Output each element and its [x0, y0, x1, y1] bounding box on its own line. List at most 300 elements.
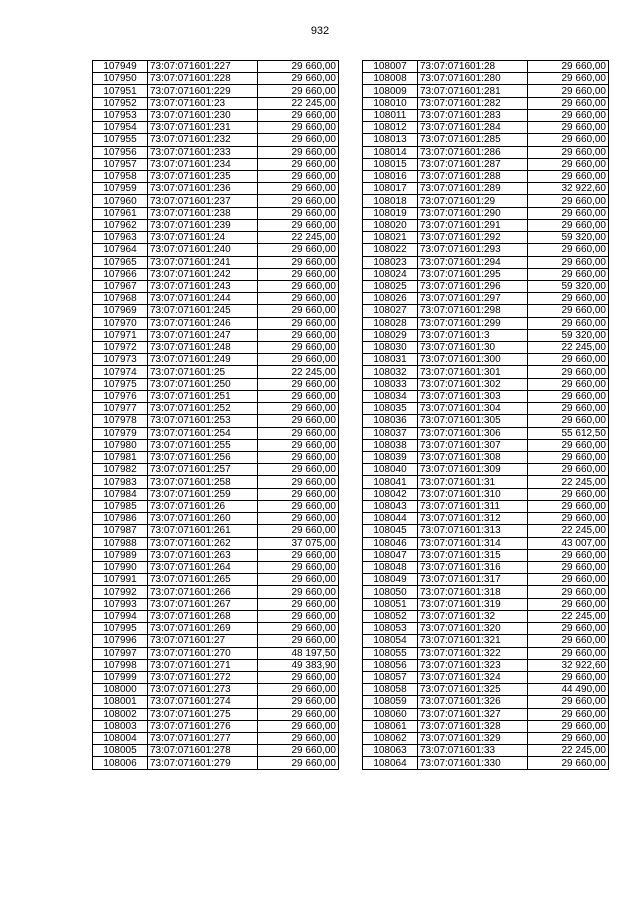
- cadastral-value: 29 660,00: [528, 452, 609, 464]
- row-number: 107999: [93, 671, 148, 683]
- table-row: [93, 708, 339, 720]
- row-number: 107952: [93, 97, 148, 109]
- table-row: [363, 525, 609, 537]
- cadastral-number: 73:07:071601:25: [148, 366, 258, 378]
- table-row: [363, 256, 609, 268]
- table-row: [363, 610, 609, 622]
- cadastral-number: 73:07:071601:298: [418, 305, 528, 317]
- cadastral-value: 29 660,00: [528, 219, 609, 231]
- row-number: 108035: [363, 403, 418, 415]
- cadastral-number: 73:07:071601:291: [418, 219, 528, 231]
- table-row: [363, 452, 609, 464]
- table-row: [363, 647, 609, 659]
- row-number: 107988: [93, 537, 148, 549]
- cadastral-number: 73:07:071601:231: [148, 122, 258, 134]
- cadastral-number: 73:07:071601:242: [148, 268, 258, 280]
- cadastral-value: 29 660,00: [258, 73, 339, 85]
- row-number: 108032: [363, 366, 418, 378]
- row-number: 107970: [93, 317, 148, 329]
- cadastral-value: 29 660,00: [258, 256, 339, 268]
- row-number: 108000: [93, 684, 148, 696]
- row-number: 108053: [363, 623, 418, 635]
- cadastral-number: 73:07:071601:262: [148, 537, 258, 549]
- table-row: [93, 317, 339, 329]
- table-row: [363, 598, 609, 610]
- table-row: [93, 183, 339, 195]
- cadastral-value: 29 660,00: [258, 415, 339, 427]
- cadastral-value: 29 660,00: [528, 122, 609, 134]
- cadastral-number: 73:07:071601:251: [148, 390, 258, 402]
- table-row: [93, 73, 339, 85]
- row-number: 107995: [93, 623, 148, 635]
- row-number: 108030: [363, 342, 418, 354]
- row-number: 108027: [363, 305, 418, 317]
- table-row: [93, 280, 339, 292]
- row-number: 107983: [93, 476, 148, 488]
- cadastral-number: 73:07:071601:29: [418, 195, 528, 207]
- table-row: [93, 586, 339, 598]
- table-row: [363, 745, 609, 757]
- table-row: [363, 195, 609, 207]
- row-number: 108009: [363, 85, 418, 97]
- cadastral-number: 73:07:071601:276: [148, 720, 258, 732]
- cadastral-number: 73:07:071601:300: [418, 354, 528, 366]
- cadastral-value: 29 660,00: [258, 488, 339, 500]
- cadastral-value: 29 660,00: [258, 561, 339, 573]
- table-row: [93, 610, 339, 622]
- cadastral-value: 29 660,00: [528, 720, 609, 732]
- right-register-table: [362, 60, 609, 770]
- cadastral-value: 29 660,00: [528, 586, 609, 598]
- row-number: 107984: [93, 488, 148, 500]
- table-row: [93, 390, 339, 402]
- table-row: [93, 427, 339, 439]
- cadastral-number: 73:07:071601:313: [418, 525, 528, 537]
- row-number: 108018: [363, 195, 418, 207]
- row-number: 108063: [363, 745, 418, 757]
- table-row: [363, 684, 609, 696]
- row-number: 107985: [93, 500, 148, 512]
- table-row: [93, 647, 339, 659]
- cadastral-number: 73:07:071601:266: [148, 586, 258, 598]
- row-number: 108021: [363, 232, 418, 244]
- cadastral-number: 73:07:071601:263: [148, 549, 258, 561]
- cadastral-number: 73:07:071601:277: [148, 733, 258, 745]
- row-number: 108020: [363, 219, 418, 231]
- cadastral-value: 29 660,00: [528, 317, 609, 329]
- row-number: 108015: [363, 158, 418, 170]
- left-table-body: [93, 61, 339, 770]
- table-row: [93, 671, 339, 683]
- cadastral-number: 73:07:071601:325: [418, 684, 528, 696]
- row-number: 107996: [93, 635, 148, 647]
- cadastral-value: 29 660,00: [258, 378, 339, 390]
- cadastral-value: 29 660,00: [528, 305, 609, 317]
- row-number: 107960: [93, 195, 148, 207]
- cadastral-number: 73:07:071601:236: [148, 183, 258, 195]
- table-row: [363, 390, 609, 402]
- row-number: 108025: [363, 280, 418, 292]
- row-number: 108023: [363, 256, 418, 268]
- cadastral-number: 73:07:071601:245: [148, 305, 258, 317]
- table-row: [363, 232, 609, 244]
- row-number: 107962: [93, 219, 148, 231]
- table-row: [93, 525, 339, 537]
- table-row: [93, 134, 339, 146]
- cadastral-value: 48 197,50: [258, 647, 339, 659]
- cadastral-value: 29 660,00: [258, 696, 339, 708]
- row-number: 108034: [363, 390, 418, 402]
- cadastral-value: 29 660,00: [258, 598, 339, 610]
- cadastral-value: 22 245,00: [258, 366, 339, 378]
- cadastral-number: 73:07:071601:304: [418, 403, 528, 415]
- row-number: 107964: [93, 244, 148, 256]
- row-number: 107976: [93, 390, 148, 402]
- row-number: 107959: [93, 183, 148, 195]
- cadastral-number: 73:07:071601:319: [418, 598, 528, 610]
- cadastral-value: 29 660,00: [528, 207, 609, 219]
- row-number: 108013: [363, 134, 418, 146]
- cadastral-value: 29 660,00: [258, 513, 339, 525]
- row-number: 107966: [93, 268, 148, 280]
- cadastral-value: 29 660,00: [528, 268, 609, 280]
- cadastral-number: 73:07:071601:310: [418, 488, 528, 500]
- cadastral-number: 73:07:071601:324: [418, 671, 528, 683]
- row-number: 108057: [363, 671, 418, 683]
- left-register-table: [92, 60, 339, 770]
- cadastral-number: 73:07:071601:258: [148, 476, 258, 488]
- cadastral-value: 29 660,00: [258, 745, 339, 757]
- table-row: [93, 684, 339, 696]
- cadastral-number: 73:07:071601:228: [148, 73, 258, 85]
- row-number: 107957: [93, 158, 148, 170]
- row-number: 107969: [93, 305, 148, 317]
- row-number: 108004: [93, 733, 148, 745]
- cadastral-number: 73:07:071601:314: [418, 537, 528, 549]
- cadastral-number: 73:07:071601:232: [148, 134, 258, 146]
- row-number: 107972: [93, 342, 148, 354]
- cadastral-number: 73:07:071601:254: [148, 427, 258, 439]
- cadastral-number: 73:07:071601:274: [148, 696, 258, 708]
- table-row: [363, 354, 609, 366]
- row-number: 108046: [363, 537, 418, 549]
- cadastral-number: 73:07:071601:257: [148, 464, 258, 476]
- cadastral-value: 29 660,00: [258, 268, 339, 280]
- cadastral-number: 73:07:071601:289: [418, 183, 528, 195]
- cadastral-value: 22 245,00: [528, 476, 609, 488]
- row-number: 108050: [363, 586, 418, 598]
- cadastral-value: 32 922,60: [528, 659, 609, 671]
- table-row: [363, 403, 609, 415]
- cadastral-number: 73:07:071601:282: [418, 97, 528, 109]
- row-number: 108054: [363, 635, 418, 647]
- cadastral-value: 22 245,00: [528, 610, 609, 622]
- cadastral-value: 29 660,00: [528, 97, 609, 109]
- row-number: 108043: [363, 500, 418, 512]
- table-row: [93, 439, 339, 451]
- cadastral-number: 73:07:071601:294: [418, 256, 528, 268]
- table-row: [93, 366, 339, 378]
- cadastral-value: 37 075,00: [258, 537, 339, 549]
- cadastral-value: 29 660,00: [258, 207, 339, 219]
- row-number: 107968: [93, 293, 148, 305]
- row-number: 107950: [93, 73, 148, 85]
- cadastral-number: 73:07:071601:256: [148, 452, 258, 464]
- table-row: [93, 488, 339, 500]
- cadastral-value: 29 660,00: [258, 671, 339, 683]
- cadastral-value: 29 660,00: [258, 684, 339, 696]
- cadastral-number: 73:07:071601:315: [418, 549, 528, 561]
- cadastral-number: 73:07:071601:330: [418, 757, 528, 769]
- table-row: [363, 342, 609, 354]
- cadastral-number: 73:07:071601:24: [148, 232, 258, 244]
- cadastral-number: 73:07:071601:255: [148, 439, 258, 451]
- table-row: [363, 207, 609, 219]
- cadastral-value: 29 660,00: [528, 170, 609, 182]
- row-number: 107953: [93, 109, 148, 121]
- table-row: [93, 476, 339, 488]
- row-number: 108031: [363, 354, 418, 366]
- cadastral-number: 73:07:071601:328: [418, 720, 528, 732]
- cadastral-value: 29 660,00: [258, 464, 339, 476]
- right-table-body: [363, 61, 609, 770]
- cadastral-number: 73:07:071601:309: [418, 464, 528, 476]
- row-number: 108045: [363, 525, 418, 537]
- table-row: [93, 635, 339, 647]
- cadastral-number: 73:07:071601:32: [418, 610, 528, 622]
- cadastral-value: 29 660,00: [258, 170, 339, 182]
- cadastral-number: 73:07:071601:323: [418, 659, 528, 671]
- cadastral-number: 73:07:071601:234: [148, 158, 258, 170]
- cadastral-number: 73:07:071601:278: [148, 745, 258, 757]
- cadastral-value: 29 660,00: [528, 733, 609, 745]
- cadastral-number: 73:07:071601:286: [418, 146, 528, 158]
- cadastral-value: 29 660,00: [528, 134, 609, 146]
- cadastral-number: 73:07:071601:264: [148, 561, 258, 573]
- row-number: 107965: [93, 256, 148, 268]
- table-row: [363, 635, 609, 647]
- cadastral-value: 29 660,00: [258, 305, 339, 317]
- table-row: [93, 500, 339, 512]
- cadastral-value: 29 660,00: [258, 61, 339, 73]
- table-row: [363, 244, 609, 256]
- table-row: [363, 623, 609, 635]
- table-row: [363, 158, 609, 170]
- cadastral-value: 29 660,00: [258, 635, 339, 647]
- row-number: 108002: [93, 708, 148, 720]
- table-row: [93, 598, 339, 610]
- row-number: 108042: [363, 488, 418, 500]
- table-row: [363, 574, 609, 586]
- cadastral-number: 73:07:071601:280: [418, 73, 528, 85]
- cadastral-number: 73:07:071601:299: [418, 317, 528, 329]
- table-row: [93, 623, 339, 635]
- cadastral-number: 73:07:071601:23: [148, 97, 258, 109]
- cadastral-value: 29 660,00: [528, 598, 609, 610]
- row-number: 107956: [93, 146, 148, 158]
- row-number: 108044: [363, 513, 418, 525]
- table-row: [93, 342, 339, 354]
- cadastral-number: 73:07:071601:28: [418, 61, 528, 73]
- row-number: 107993: [93, 598, 148, 610]
- cadastral-value: 29 660,00: [528, 146, 609, 158]
- cadastral-number: 73:07:071601:285: [418, 134, 528, 146]
- cadastral-value: 29 660,00: [528, 73, 609, 85]
- table-row: [363, 268, 609, 280]
- row-number: 108029: [363, 329, 418, 341]
- cadastral-number: 73:07:071601:248: [148, 342, 258, 354]
- cadastral-value: 29 660,00: [528, 390, 609, 402]
- cadastral-value: 44 490,00: [528, 684, 609, 696]
- cadastral-number: 73:07:071601:3: [418, 329, 528, 341]
- table-row: [93, 146, 339, 158]
- cadastral-number: 73:07:071601:249: [148, 354, 258, 366]
- cadastral-value: 29 660,00: [528, 354, 609, 366]
- cadastral-number: 73:07:071601:295: [418, 268, 528, 280]
- table-row: [363, 549, 609, 561]
- cadastral-number: 73:07:071601:296: [418, 280, 528, 292]
- cadastral-value: 29 660,00: [528, 696, 609, 708]
- cadastral-value: 29 660,00: [528, 158, 609, 170]
- cadastral-value: 29 660,00: [528, 635, 609, 647]
- cadastral-value: 29 660,00: [258, 708, 339, 720]
- cadastral-value: 29 660,00: [258, 525, 339, 537]
- cadastral-number: 73:07:071601:243: [148, 280, 258, 292]
- table-row: [93, 268, 339, 280]
- table-row: [363, 464, 609, 476]
- row-number: 108001: [93, 696, 148, 708]
- cadastral-number: 73:07:071601:283: [418, 109, 528, 121]
- row-number: 107990: [93, 561, 148, 573]
- row-number: 108017: [363, 183, 418, 195]
- table-row: [93, 561, 339, 573]
- cadastral-value: 29 660,00: [528, 671, 609, 683]
- table-row: [93, 97, 339, 109]
- table-row: [93, 219, 339, 231]
- cadastral-number: 73:07:071601:27: [148, 635, 258, 647]
- cadastral-number: 73:07:071601:241: [148, 256, 258, 268]
- cadastral-number: 73:07:071601:293: [418, 244, 528, 256]
- cadastral-value: 22 245,00: [528, 342, 609, 354]
- table-row: [363, 329, 609, 341]
- table-row: [363, 109, 609, 121]
- row-number: 108064: [363, 757, 418, 769]
- cadastral-value: 29 660,00: [528, 708, 609, 720]
- table-row: [363, 366, 609, 378]
- cadastral-value: 29 660,00: [528, 464, 609, 476]
- cadastral-value: 29 660,00: [528, 195, 609, 207]
- cadastral-number: 73:07:071601:244: [148, 293, 258, 305]
- cadastral-number: 73:07:071601:227: [148, 61, 258, 73]
- cadastral-value: 29 660,00: [258, 293, 339, 305]
- table-row: [363, 757, 609, 769]
- cadastral-value: 29 660,00: [528, 366, 609, 378]
- table-row: [363, 488, 609, 500]
- row-number: 107986: [93, 513, 148, 525]
- row-number: 108005: [93, 745, 148, 757]
- cadastral-number: 73:07:071601:326: [418, 696, 528, 708]
- cadastral-value: 22 245,00: [528, 745, 609, 757]
- table-row: [93, 574, 339, 586]
- cadastral-value: 29 660,00: [258, 403, 339, 415]
- cadastral-number: 73:07:071601:290: [418, 207, 528, 219]
- table-row: [363, 305, 609, 317]
- row-number: 108058: [363, 684, 418, 696]
- cadastral-value: 29 660,00: [258, 757, 339, 769]
- cadastral-number: 73:07:071601:279: [148, 757, 258, 769]
- table-row: [363, 500, 609, 512]
- cadastral-value: 29 660,00: [528, 439, 609, 451]
- cadastral-value: 29 660,00: [528, 378, 609, 390]
- table-row: [363, 671, 609, 683]
- row-number: 108022: [363, 244, 418, 256]
- table-row: [93, 378, 339, 390]
- cadastral-value: 29 660,00: [528, 574, 609, 586]
- row-number: 108040: [363, 464, 418, 476]
- row-number: 108049: [363, 574, 418, 586]
- cadastral-number: 73:07:071601:267: [148, 598, 258, 610]
- cadastral-number: 73:07:071601:259: [148, 488, 258, 500]
- cadastral-number: 73:07:071601:33: [418, 745, 528, 757]
- cadastral-value: 29 660,00: [258, 134, 339, 146]
- row-number: 108061: [363, 720, 418, 732]
- row-number: 108038: [363, 439, 418, 451]
- cadastral-number: 73:07:071601:305: [418, 415, 528, 427]
- row-number: 107975: [93, 378, 148, 390]
- cadastral-value: 29 660,00: [528, 757, 609, 769]
- table-row: [93, 415, 339, 427]
- cadastral-number: 73:07:071601:250: [148, 378, 258, 390]
- table-row: [363, 537, 609, 549]
- row-number: 108062: [363, 733, 418, 745]
- table-row: [363, 439, 609, 451]
- table-row: [93, 293, 339, 305]
- table-row: [93, 109, 339, 121]
- row-number: 107971: [93, 329, 148, 341]
- cadastral-number: 73:07:071601:235: [148, 170, 258, 182]
- cadastral-value: 29 660,00: [528, 244, 609, 256]
- row-number: 108014: [363, 146, 418, 158]
- row-number: 108047: [363, 549, 418, 561]
- cadastral-value: 29 660,00: [528, 403, 609, 415]
- table-row: [363, 378, 609, 390]
- row-number: 107987: [93, 525, 148, 537]
- row-number: 108055: [363, 647, 418, 659]
- cadastral-number: 73:07:071601:320: [418, 623, 528, 635]
- row-number: 108060: [363, 708, 418, 720]
- cadastral-value: 29 660,00: [258, 574, 339, 586]
- cadastral-value: 59 320,00: [528, 232, 609, 244]
- cadastral-number: 73:07:071601:302: [418, 378, 528, 390]
- cadastral-value: 29 660,00: [528, 61, 609, 73]
- cadastral-value: 29 660,00: [258, 610, 339, 622]
- row-number: 108039: [363, 452, 418, 464]
- table-row: [93, 170, 339, 182]
- table-row: [363, 219, 609, 231]
- row-number: 108052: [363, 610, 418, 622]
- row-number: 107954: [93, 122, 148, 134]
- row-number: 108019: [363, 207, 418, 219]
- cadastral-number: 73:07:071601:312: [418, 513, 528, 525]
- cadastral-value: 22 245,00: [258, 232, 339, 244]
- cadastral-number: 73:07:071601:303: [418, 390, 528, 402]
- row-number: 108008: [363, 73, 418, 85]
- cadastral-number: 73:07:071601:301: [418, 366, 528, 378]
- row-number: 108016: [363, 170, 418, 182]
- cadastral-value: 29 660,00: [258, 439, 339, 451]
- cadastral-value: 29 660,00: [528, 647, 609, 659]
- table-row: [93, 329, 339, 341]
